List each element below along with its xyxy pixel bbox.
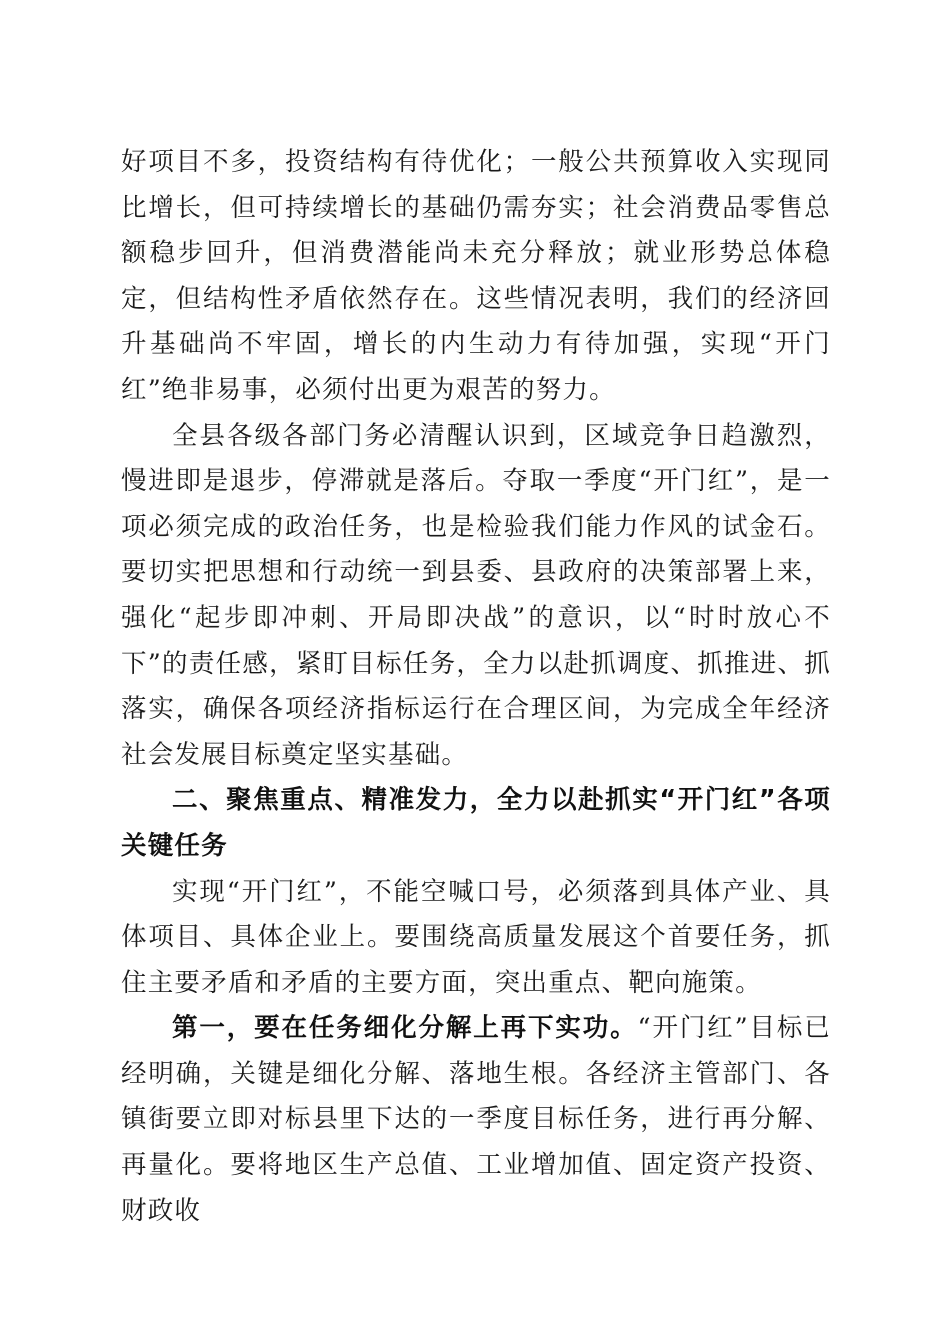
paragraph-continued: 好项目不多，投资结构有待优化；一般公共预算收入实现同比增长，但可持续增长的基础仍需夯实；社会消费品零售总额稳步回升，但消费潜能尚未充分释放；就业形势总体稳定，但结构性矛盾依然存在。这些情况表明，我们的经济回升基础尚不牢固，增长的内生动力有待加强，实现“开门红”绝非易事，必须付出更为艰苦的努力。 (121, 147, 831, 405)
paragraph-first-point-text: “开门红”目标已经明确，关键是细化分解、落地生根。各经济主管部门、各镇街要立即对标县里下达的一季度目标任务，进行再分解、再量化。要将地区生产总值、工业增加值、固定资产投资、财政收 (121, 1013, 831, 1226)
paragraph-intro: 实现“开门红”，不能空喊口号，必须落到具体产业、具体项目、具体企业上。要围绕高质量发展这个首要任务，抓住主要矛盾和矛盾的主要方面，突出重点、靶向施策。 (121, 876, 831, 998)
paragraph-awareness: 全县各级各部门务必清醒认识到，区域竞争日趋激烈，慢进即是退步，停滞就是落后。夺取一季度“开门红”，是一项必须完成的政治任务，也是检验我们能力作风的试金石。要切实把思想和行动统一到县委、县政府的决策部署上来，强化“起步即冲刺、开局即决战”的意识，以“时时放心不下”的责任感，紧盯目标任务，全力以赴抓调度、抓推进、抓落实，确保各项经济指标运行在合理区间，为完成全年经济社会发展目标奠定坚实基础。 (121, 420, 831, 770)
paragraph-first-point (121, 1006, 831, 1234)
document-body (121, 140, 831, 1234)
section-heading: 二、聚焦重点、精准发力，全力以赴抓实“开门红”各项关键任务 (121, 785, 831, 861)
paragraph-lead: 第一，要在任务细化分解上再下实功。 (172, 1013, 638, 1044)
